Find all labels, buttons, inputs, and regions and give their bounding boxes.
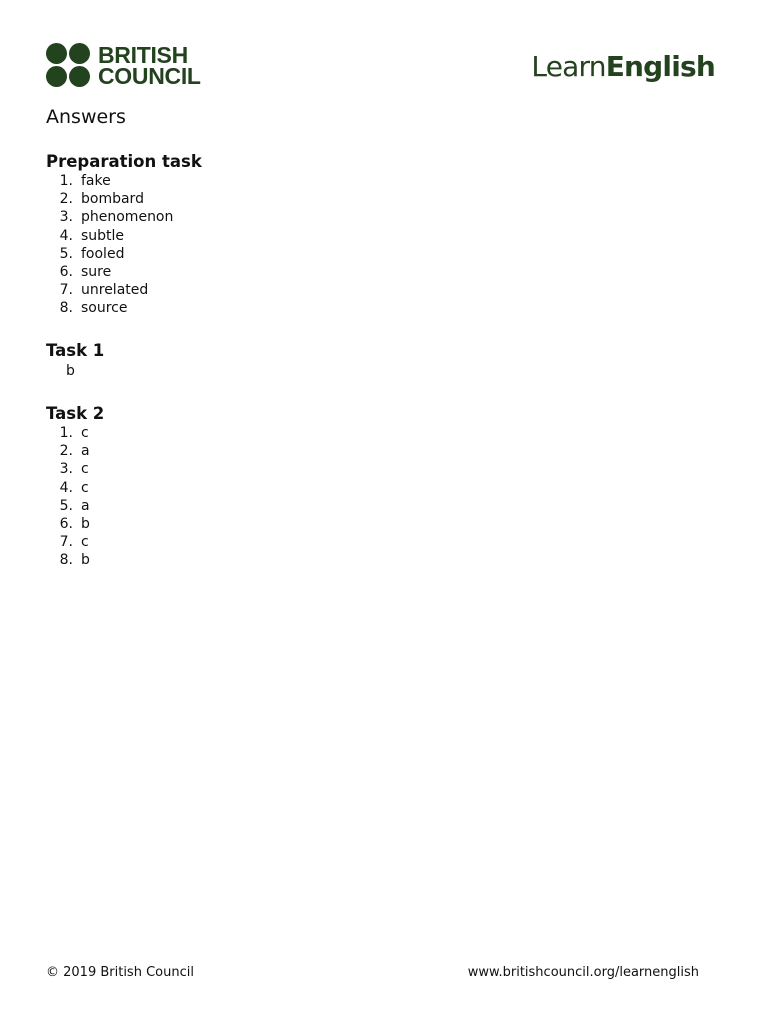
item-number: 5. [59, 497, 73, 514]
item-answer: phenomenon [81, 209, 174, 226]
item-number: 6. [59, 263, 73, 280]
item-number: 4. [59, 227, 73, 244]
learnenglish-logo-english: English [605, 50, 715, 83]
item-answer: c [81, 479, 89, 496]
task2-heading: Task 2 [46, 404, 105, 423]
item-number: 4. [59, 479, 73, 496]
item-answer: subtle [81, 227, 125, 244]
item-answer: a [81, 497, 90, 514]
list-item [46, 172, 202, 190]
task2-section [46, 404, 104, 570]
british-council-logo [46, 43, 201, 88]
list-item [46, 533, 104, 551]
item-answer: c [81, 461, 89, 478]
item-answer: c [81, 425, 89, 441]
british-council-wordmark [98, 41, 201, 89]
page-title: Answers [46, 106, 126, 128]
british-council-line1: BRITISH [98, 41, 188, 68]
list-item [46, 208, 202, 226]
list-item [46, 263, 202, 281]
item-answer: a [81, 443, 90, 460]
item-number: 8. [59, 300, 73, 317]
list-item [46, 281, 202, 299]
list-item [46, 424, 104, 442]
list-item [46, 479, 104, 497]
item-number: 7. [59, 534, 73, 551]
task1-section [46, 341, 104, 381]
learnenglish-logo-learn: Learn [531, 50, 606, 83]
preparation-task-section [46, 152, 202, 318]
item-number: 6. [59, 515, 73, 532]
item-number: 2. [59, 191, 73, 208]
list-item [46, 442, 104, 460]
item-answer: fooled [81, 245, 125, 262]
item-answer: unrelated [81, 282, 149, 299]
list-item [46, 190, 202, 208]
list-item [46, 515, 104, 533]
item-number: 8. [59, 552, 73, 569]
learnenglish-logo [531, 50, 715, 83]
british-council-line2: COUNCIL [98, 62, 201, 89]
list-item [46, 227, 202, 245]
item-number: 7. [59, 282, 73, 299]
item-number: 2. [59, 443, 73, 460]
list-item [46, 497, 104, 515]
british-council-dots-icon [46, 43, 91, 88]
item-answer: c [81, 534, 89, 551]
preparation-task-heading: Preparation task [46, 152, 202, 171]
item-answer: source [81, 300, 128, 317]
item-number: 1. [59, 425, 73, 441]
task2-list [46, 424, 104, 570]
preparation-task-list [46, 172, 202, 318]
task1-answer: b [66, 363, 75, 379]
item-answer: fake [81, 173, 111, 189]
list-item [46, 299, 202, 317]
list-item [46, 551, 104, 569]
footer-url: www.britishcouncil.org/learnenglish [467, 965, 699, 980]
task1-heading: Task 1 [46, 341, 105, 360]
item-answer: sure [81, 263, 112, 280]
item-number: 3. [59, 461, 73, 478]
item-answer: b [81, 515, 90, 532]
list-item [46, 460, 104, 478]
item-answer: b [81, 552, 90, 569]
item-number: 1. [59, 173, 73, 189]
list-item [46, 245, 202, 263]
item-number: 5. [59, 245, 73, 262]
item-answer: bombard [81, 191, 144, 208]
footer-copyright: © 2019 British Council [46, 965, 194, 980]
item-number: 3. [59, 209, 73, 226]
